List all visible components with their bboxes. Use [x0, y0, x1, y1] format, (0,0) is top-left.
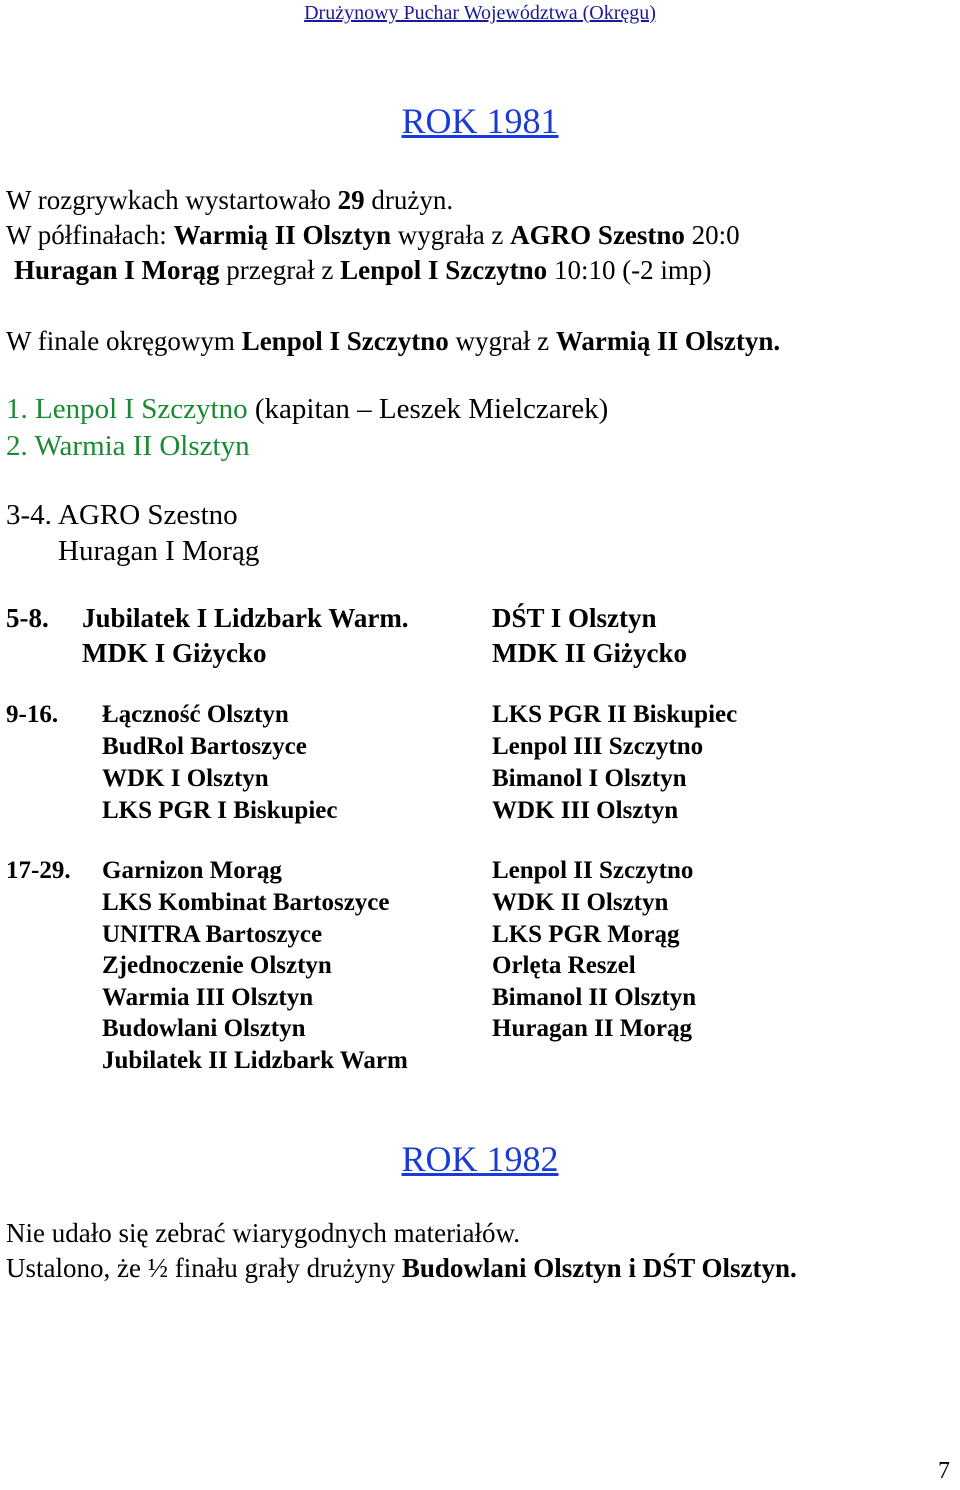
place-9-16-right-3: Bimanol I Olsztyn	[492, 765, 687, 792]
page-number: 7	[938, 1458, 950, 1484]
place-17-29-left-7: Jubilatek II Lidzbark Warm	[102, 1047, 408, 1074]
place-17-29-right-6: Huragan II Morąg	[492, 1015, 692, 1042]
place-9-16-left-1: Łączność Olsztyn	[102, 701, 289, 728]
page-header: Drużynowy Puchar Województwa (Okręgu)	[304, 2, 656, 24]
place-9-16-left-2: BudRol Bartoszyce	[102, 733, 307, 760]
place-9-16-left-4: LKS PGR I Biskupiec	[102, 797, 338, 824]
place-5-8-left-1: Jubilatek I Lidzbark Warm.	[82, 603, 409, 633]
year-1982-title: ROK 1982	[401, 1139, 559, 1179]
place-5-8-num: 5-8.	[6, 603, 49, 633]
place-17-29-num: 17-29.	[6, 857, 71, 884]
place-5-8-left-2: MDK I Giżycko	[82, 638, 267, 668]
year-1981-title: ROK 1981	[401, 101, 559, 141]
place-17-29-left-1: Garnizon Morąg	[102, 857, 282, 884]
place-17-29-left-6: Budowlani Olsztyn	[102, 1015, 306, 1042]
year-1982-line-1: Nie udało się zebrać wiarygodnych materiałów.	[6, 1218, 521, 1248]
place-9-16-right-2: Lenpol III Szczytno	[492, 733, 704, 760]
place-3-4-team-2: Huragan I Morąg	[58, 535, 260, 567]
place-17-29-right-3: LKS PGR Morąg	[492, 921, 680, 948]
year-1982-line-2: Ustalono, że ½ finału grały drużyny Budowlani Olsztyn i DŚT Olsztyn.	[6, 1253, 797, 1283]
place-2: 2. Warmia II Olsztyn	[6, 430, 250, 462]
place-17-29-left-4: Zjednoczenie Olsztyn	[102, 952, 332, 979]
place-5-8-right-1: DŚT I Olsztyn	[492, 603, 657, 633]
place-17-29-left-2: LKS Kombinat Bartoszyce	[102, 889, 390, 916]
place-1: 1. Lenpol I Szczytno (kapitan – Leszek Mielczarek)	[6, 393, 609, 425]
place-17-29-right-4: Orlęta Reszel	[492, 952, 636, 979]
place-5-8-right-2: MDK II Giżycko	[492, 638, 687, 668]
place-9-16-left-3: WDK I Olsztyn	[102, 765, 269, 792]
place-9-16-right-4: WDK III Olsztyn	[492, 797, 679, 824]
place-17-29-right-5: Bimanol II Olsztyn	[492, 984, 697, 1011]
intro-line: W rozgrywkach wystartowało 29 drużyn.	[6, 185, 454, 215]
place-17-29-right-2: WDK II Olsztyn	[492, 889, 669, 916]
semifinal-line-2: Huragan I Morąg przegrał z Lenpol I Szczytno 10:10 (-2 imp)	[14, 255, 712, 285]
place-3-4-num: 3-4.	[6, 499, 52, 531]
place-17-29-left-5: Warmia III Olsztyn	[102, 984, 314, 1011]
final-line: W finale okręgowym Lenpol I Szczytno wygrał z Warmią II Olsztyn.	[6, 326, 781, 356]
place-9-16-num: 9-16.	[6, 701, 59, 728]
place-3-4-team-1: AGRO Szestno	[58, 499, 238, 531]
place-17-29-right-1: Lenpol II Szczytno	[492, 857, 694, 884]
place-9-16-right-1: LKS PGR II Biskupiec	[492, 701, 738, 728]
semifinal-line-1: W półfinałach: Warmią II Olsztyn wygrała z AGRO Szestno 20:0	[6, 220, 740, 250]
place-17-29-left-3: UNITRA Bartoszyce	[102, 921, 323, 948]
